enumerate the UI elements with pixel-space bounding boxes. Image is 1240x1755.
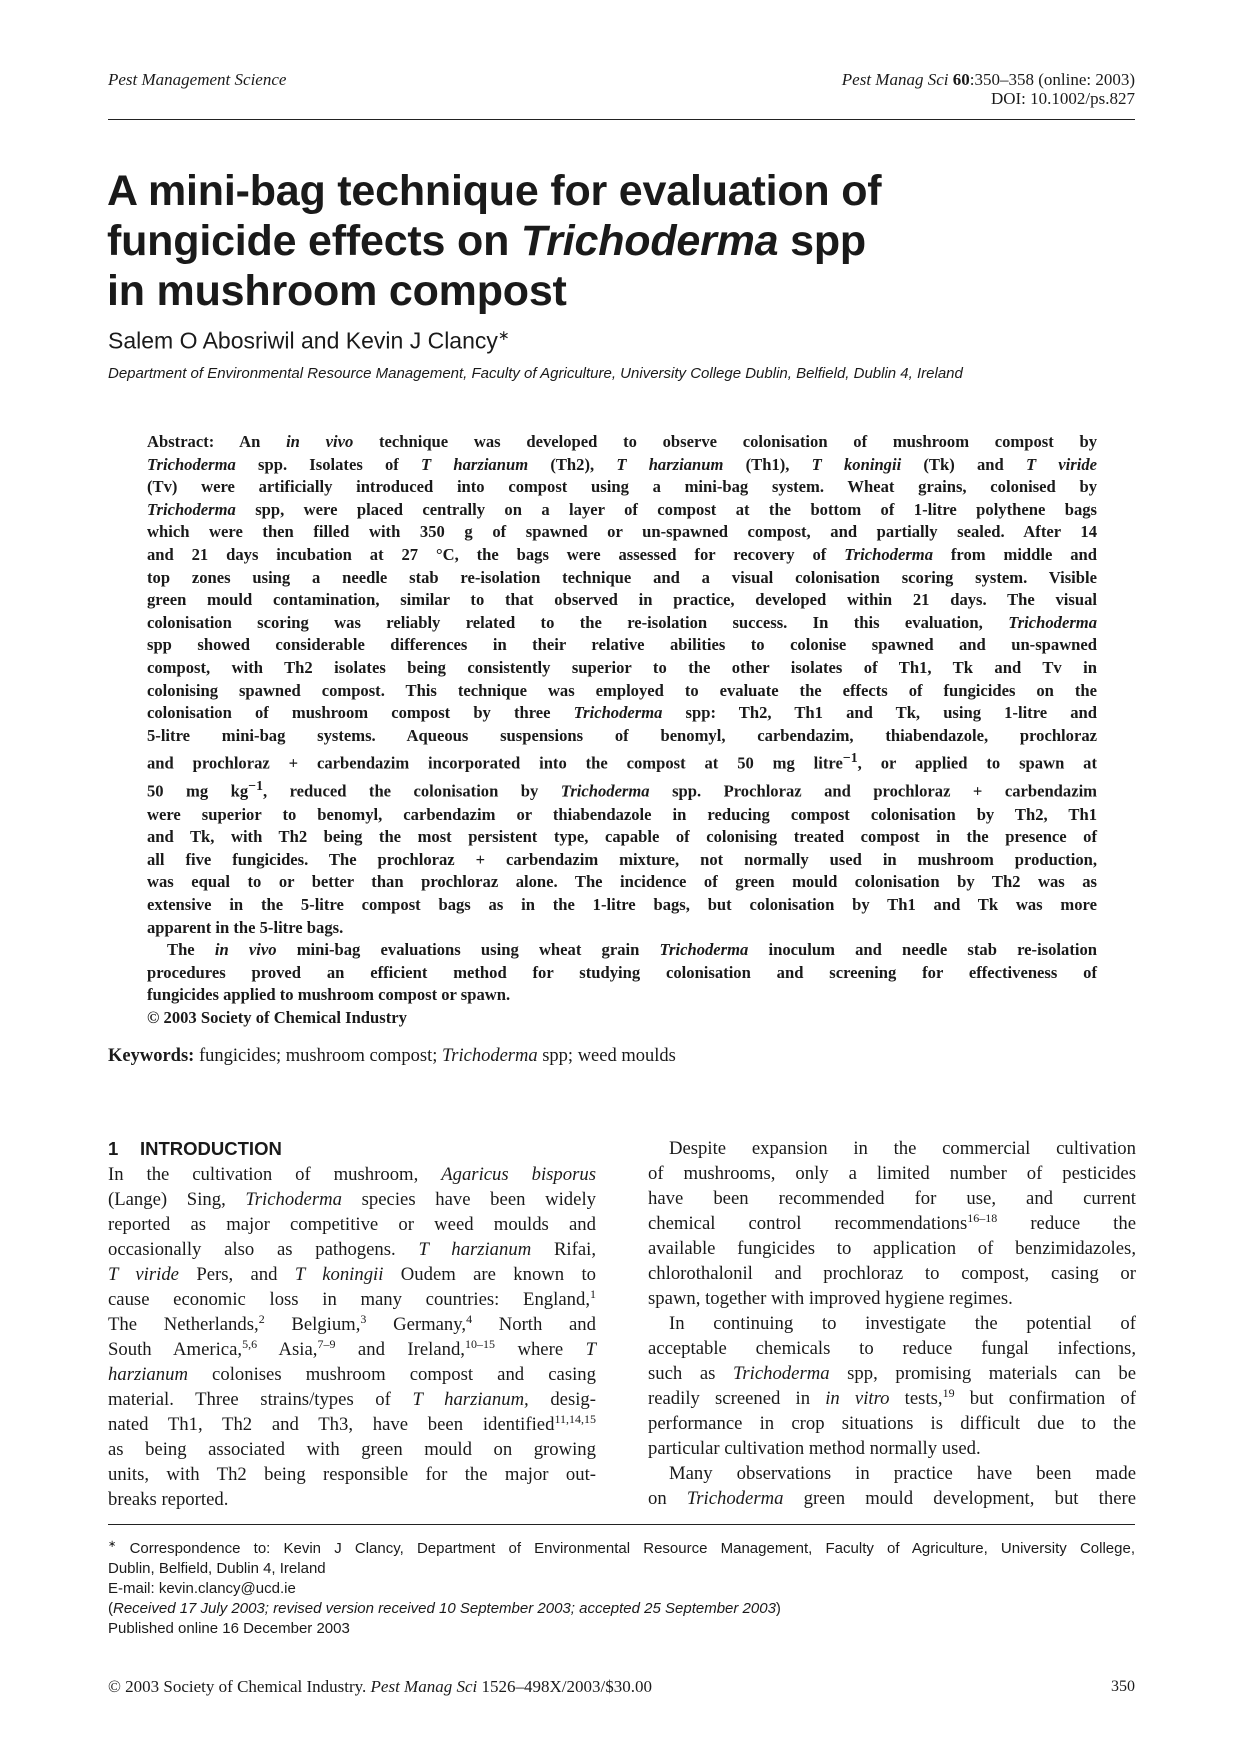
abstract-line: 5-litre mini-bag systems. Aqueous suspensions of benomyl, carbendazim, thiabendazole, prochloraz <box>147 725 1097 745</box>
abstract-line: top zones using a needle stab re-isolation technique and a visual colonisation scoring system. Visible <box>147 567 1097 587</box>
title-line-2-start: fungicide effects on <box>107 217 521 265</box>
abstract-line: was equal to or better than prochloraz alone. The incidence of green mould colonisation by Th2 was as <box>147 872 1097 892</box>
citation-volume: 60 <box>952 70 970 89</box>
abstract-line: 50 mg $kg^{-1}$, reduced the colonisation by Trichoderma spp. Prochloraz and prochloraz + carbendazim <box>147 778 1098 801</box>
body-line: nated Th1, Th2 and Th3, have been identified$^{11,14,15}$ <box>108 1412 596 1435</box>
body-line: breaks reported. <box>108 1489 229 1510</box>
abstract-line: were superior to benomyl, carbendazim or thiabendazole in reducing compost colonisation by Th2, Th1 <box>147 804 1097 824</box>
abstract-line: The in vivo mini-bag evaluations using wheat grain Trichoderma inoculum and needle stab re-isolation <box>167 940 1098 960</box>
abstract-line: procedures proved an efficient method for studying colonisation and screening for effectiveness of <box>147 962 1097 982</box>
body-line: harzianum colonises mushroom compost and casing <box>108 1364 596 1385</box>
abstract-line: all five fungicides. The prochloraz + carbendazim mixture, not normally used in mushroom production, <box>147 849 1097 869</box>
abstract-line: which were then filled with 350 g of spawned or un-spawned compost, and partially sealed. After 14 <box>147 522 1097 542</box>
section-number: 1 <box>108 1138 119 1159</box>
body-line: The Netherlands,$^2$ Belgium,$^3$ Germany,$^4$ North and <box>108 1312 596 1335</box>
received-dates: (Received 17 July 2003; revised version received 10 September 2003; accepted 25 September 2003) <box>108 1600 781 1617</box>
body-line: T viride Pers, and T koningii Oudem are known to <box>108 1264 596 1285</box>
author-names: Salem O Abosriwil and Kevin J Clancy <box>108 327 498 354</box>
doi: DOI: 10.1002/ps.827 <box>990 89 1135 108</box>
abstract-line: fungicides applied to mushroom compost or spawn. <box>147 985 511 1005</box>
section-title: INTRODUCTION <box>140 1138 282 1159</box>
header-rule <box>108 119 1135 120</box>
body-line: acceptable chemicals to reduce fungal infections, <box>648 1338 1136 1359</box>
body-line: of mushrooms, only a limited number of pesticides <box>648 1163 1136 1184</box>
body-line: particular cultivation method normally used. <box>648 1438 981 1459</box>
abstract-line: spp showed considerable differences in their relative abilities to colonise spawned and un-spawned <box>147 635 1097 655</box>
title-genus: Trichoderma <box>520 217 779 265</box>
body-line: chlorothalonil and prochloraz to compost, casing or <box>648 1263 1136 1284</box>
email-line: E-mail: kevin.clancy@ucd.ie <box>108 1580 296 1597</box>
body-line: on Trichoderma green mould development, but there <box>648 1488 1137 1509</box>
title-line-1: A mini-bag technique for evaluation of <box>107 167 882 215</box>
body-line: (Lange) Sing, Trichoderma species have been widely <box>108 1189 596 1210</box>
title-line-3: in mushroom compost <box>107 267 567 315</box>
abstract-line: Trichoderma spp, were placed centrally on a layer of compost at the bottom of 1-litre polythene bags <box>147 499 1097 519</box>
affiliation: Department of Environmental Resource Management, Faculty of Agriculture, University College Dublin, Belfield, Dublin 4, Ireland <box>108 365 963 382</box>
section-heading <box>108 1136 596 1161</box>
body-line: as being associated with green mould on growing <box>108 1439 596 1460</box>
body-line: have been recommended for use, and current <box>648 1188 1136 1209</box>
title-line-2 <box>107 216 1127 266</box>
authors <box>108 327 510 355</box>
abstract-label: Abstract: <box>147 432 215 451</box>
abstract-text: An in vivo technique was developed to observe colonisation of mushroom compost by <box>239 432 1098 451</box>
body-line: performance in crop situations is difficult due to the <box>648 1413 1136 1434</box>
abstract-line: Trichoderma spp. Isolates of T harzianum (Th2), T harzianum (Th1), T koningii (Tk) and T viride <box>147 454 1098 474</box>
body-line: occasionally also as pathogens. T harzianum Rifai, <box>108 1239 596 1260</box>
journal-name: Pest Management Science <box>108 70 287 89</box>
body-line: Despite expansion in the commercial cultivation <box>669 1138 1136 1159</box>
abstract <box>147 431 1097 1030</box>
body-line: South America,$^{5,6}$ Asia,$^{7-9}$ and Ireland,$^{10-15}$ where T <box>108 1337 596 1360</box>
abstract-line: colonisation of mushroom compost by three Trichoderma spp: Th2, Th1 and Tk, using 1-litre and <box>147 703 1097 723</box>
body-line: readily screened in in vitro tests,$^{19}$ but confirmation of <box>648 1386 1136 1409</box>
footer-journal: Pest Manag Sci <box>370 1677 478 1696</box>
body-line: available fungicides to application of benzimidazoles, <box>648 1238 1136 1259</box>
correspondence-line: Dublin, Belfield, Dublin 4, Ireland <box>108 1560 326 1577</box>
citation-pages: :350–358 (online: 2003) <box>969 70 1135 89</box>
footer-issn: 1526–498X/2003/$30.00 <box>477 1677 652 1696</box>
paper-title <box>107 166 1127 316</box>
abstract-line: and prochloraz + carbendazim incorporated into the compost at 50 mg litre$^{-1}$, or applied to spawn at <box>147 750 1098 773</box>
published-date: Published online 16 December 2003 <box>108 1620 350 1637</box>
body-line: cause economic loss in many countries: England,$^1$ <box>108 1287 596 1310</box>
abstract-line: colonisation scoring was reliably related to the re-isolation success. In this evaluation, Trichoderma <box>147 612 1097 632</box>
body-line: In continuing to investigate the potential of <box>669 1313 1136 1334</box>
body-line: Many observations in practice have been made <box>669 1463 1136 1484</box>
abstract-line: and 21 days incubation at 27 °C, the bags were assessed for recovery of Trichoderma from middle and <box>147 544 1097 564</box>
abstract-line: compost, with Th2 isolates being consistently superior to the other isolates of Th1, Tk and Tv in <box>147 657 1097 677</box>
keywords <box>108 1046 676 1067</box>
abstract-line: and Tk, with Th2 being the most persistent type, capable of colonising treated compost in the presence of <box>147 827 1097 847</box>
abstract-line: green mould contamination, similar to that observed in practice, developed within 21 days. The visual <box>147 590 1097 610</box>
left-column <box>108 1136 596 1512</box>
abstract-line <box>147 431 1097 454</box>
body-line: material. Three strains/types of T harzianum, desig- <box>108 1389 596 1410</box>
footnote <box>108 1535 1135 1639</box>
body-line: units, with Th2 being responsible for the major out- <box>108 1464 596 1485</box>
copyright-notice: © 2003 Society of Chemical Industry <box>147 1007 407 1027</box>
citation-line <box>842 70 1135 89</box>
right-column <box>648 1136 1136 1511</box>
citation-journal: Pest Manag Sci <box>841 70 949 89</box>
body-line: chemical control recommendations$^{16-18}$ reduce the <box>648 1211 1136 1234</box>
page-number: 350 <box>1111 1678 1135 1695</box>
abstract-line: apparent in the 5-litre bags. <box>147 917 344 937</box>
correspondence-line: ∗ Correspondence to: Kevin J Clancy, Department of Environmental Resource Management, Faculty of Agriculture, University College, <box>108 1539 1135 1557</box>
corresponding-author-mark: ∗ <box>497 327 510 343</box>
abstract-line: extensive in the 5-litre compost bags as in the 1-litre bags, but colonisation by Th1 and Tk was more <box>147 894 1097 914</box>
abstract-line: (Tv) were artificially introduced into compost using a mini-bag system. Wheat grains, colonised by <box>147 477 1097 497</box>
keywords-label: Keywords: <box>108 1046 195 1066</box>
body-line: In the cultivation of mushroom, Agaricus bisporus <box>108 1164 596 1185</box>
footer-copyright <box>108 1677 652 1697</box>
body-line: such as Trichoderma spp, promising materials can be <box>648 1363 1136 1384</box>
abstract-line: colonising spawned compost. This technique was employed to evaluate the effects of fungicides on the <box>147 680 1097 700</box>
footer-copyright-text: © 2003 Society of Chemical Industry. <box>108 1677 371 1696</box>
title-line-2-end: spp <box>778 217 866 265</box>
body-line: reported as major competitive or weed moulds and <box>108 1214 596 1235</box>
body-line: spawn, together with improved hygiene regimes. <box>648 1288 1013 1309</box>
citation-block <box>842 70 1135 108</box>
footnote-rule <box>108 1524 1135 1525</box>
keywords-list: fungicides; mushroom compost; Trichoderma spp; weed moulds <box>194 1046 676 1066</box>
